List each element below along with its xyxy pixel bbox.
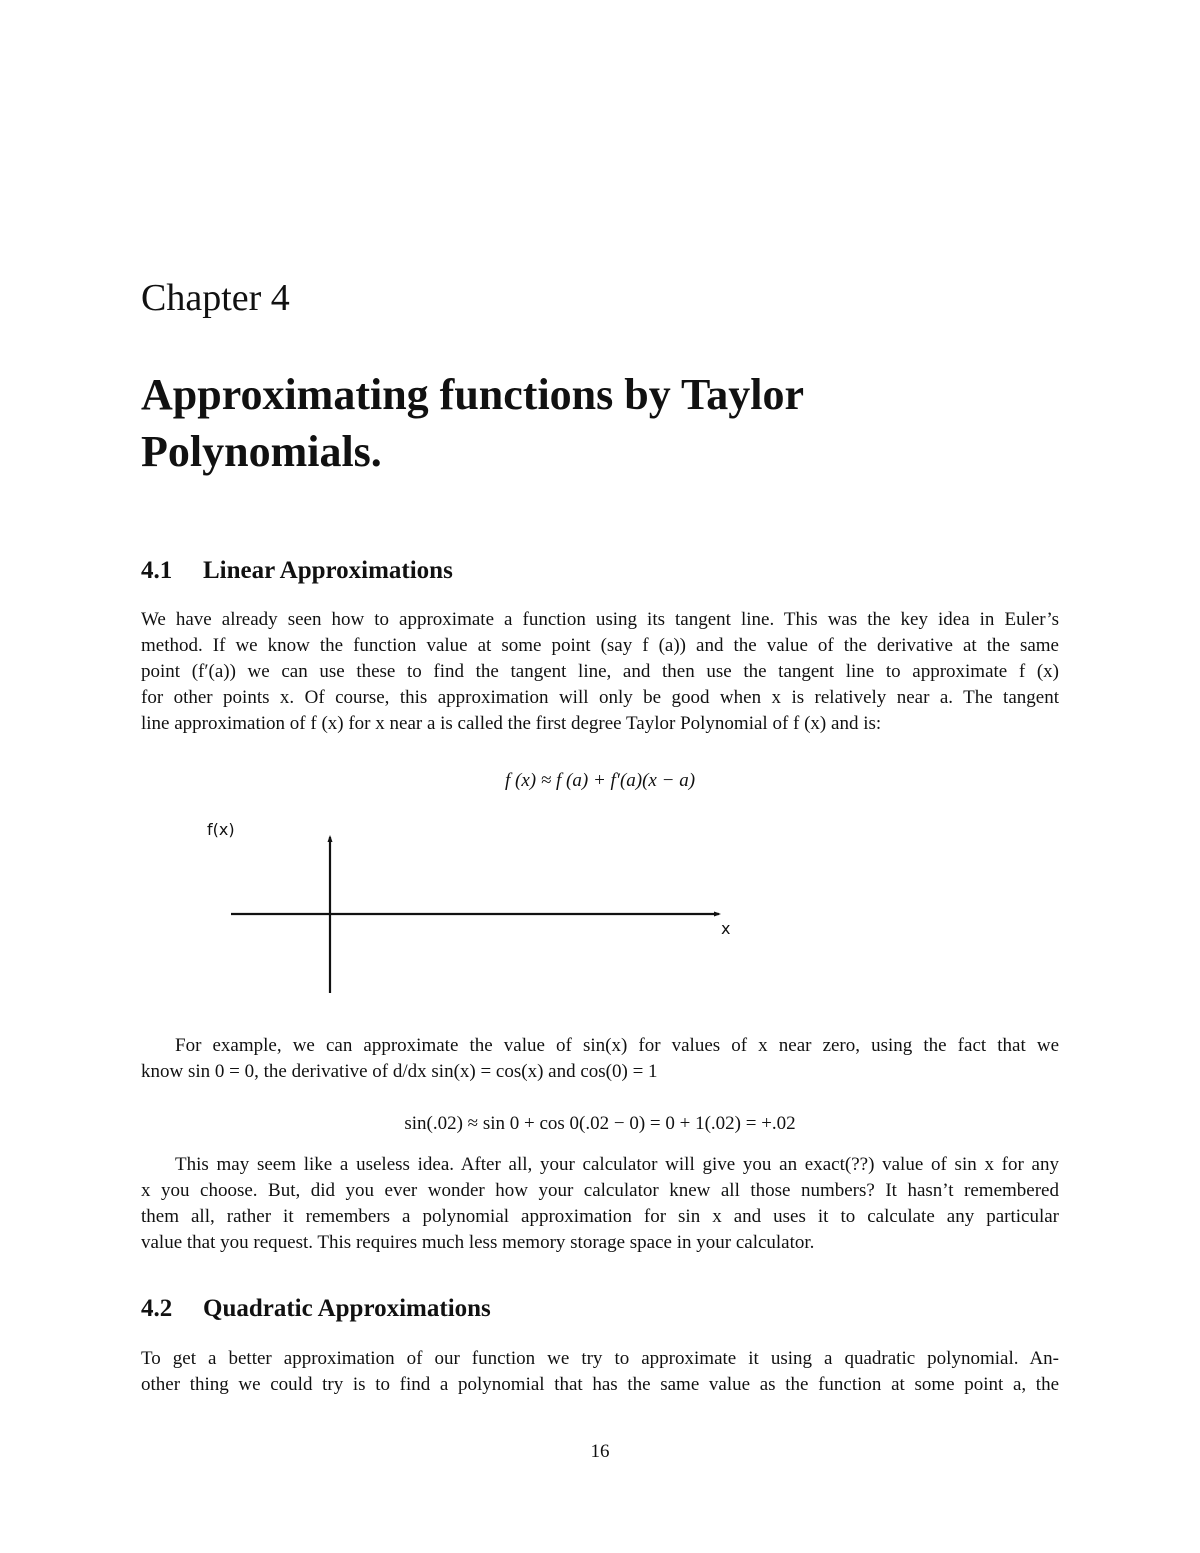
text-line: This may seem like a useless idea. After all, your calculator will give you an exact(??) value of sin x for any bbox=[175, 1154, 1059, 1175]
page-number: 16 bbox=[590, 1441, 610, 1462]
paragraph-sine-example bbox=[141, 1033, 1059, 1085]
axes-figure bbox=[195, 815, 755, 1005]
text-line: value that you request. This requires much less memory storage space in your calculator. bbox=[141, 1232, 815, 1253]
section-heading-4-1 bbox=[141, 556, 453, 586]
text-line: other thing we could try is to find a polynomial that has the same value as the function at some point a, the bbox=[141, 1374, 1059, 1395]
section-heading-4-2 bbox=[141, 1294, 491, 1324]
section-number: 4.1 bbox=[141, 557, 173, 584]
text-line: We have already seen how to approximate a function using its tangent line. This was the key idea in Euler’s bbox=[141, 609, 1059, 630]
text-line: For example, we can approximate the value of sin(x) for values of x near zero, using the fact that we bbox=[175, 1035, 1059, 1056]
x-axis-label: x bbox=[721, 919, 731, 938]
paragraph-linear-intro bbox=[141, 607, 1059, 737]
y-axis-arrowhead bbox=[328, 835, 333, 842]
text-line: point (f′(a)) we can use these to find the tangent line, and then use the tangent line to approximate f (x) bbox=[141, 661, 1059, 682]
x-axis-arrowhead bbox=[714, 912, 721, 917]
text-line: know sin 0 = 0, the derivative of d/dx sin(x) = cos(x) and cos(0) = 1 bbox=[141, 1061, 658, 1082]
y-axis-label: f(x) bbox=[207, 820, 235, 839]
equation-sine-approx: sin(.02) ≈ sin 0 + cos 0(.02 − 0) = 0 + 1(.02) = +.02 bbox=[404, 1113, 796, 1134]
paragraph-calculator bbox=[141, 1152, 1059, 1256]
text-line: To get a better approximation of our function we try to approximate it using a quadratic polynomial. An- bbox=[141, 1348, 1059, 1369]
text-line: x you choose. But, did you ever wonder how your calculator knew all those numbers? It hasn’t remembered bbox=[141, 1180, 1059, 1201]
chapter-title: Approximating functions by Taylor Polynomials. bbox=[141, 370, 804, 476]
section-number: 4.2 bbox=[141, 1295, 173, 1322]
text-line: line approximation of f (x) for x near a is called the first degree Taylor Polynomial of f (x) and is: bbox=[141, 713, 882, 734]
equation-tangent-line: f (x) ≈ f (a) + f′(a)(x − a) bbox=[504, 770, 696, 791]
paragraph-quadratic-intro bbox=[141, 1346, 1059, 1398]
section-title: Quadratic Approximations bbox=[203, 1295, 491, 1322]
axes-diagram bbox=[195, 815, 755, 1005]
chapter-label: Chapter 4 bbox=[141, 277, 290, 319]
text-line: them all, rather it remembers a polynomial approximation for sin x and uses it to calculate any particular bbox=[141, 1206, 1059, 1227]
section-title: Linear Approximations bbox=[203, 557, 453, 584]
text-line: for other points x. Of course, this approximation will only be good when x is relatively near a. The tangent bbox=[141, 687, 1059, 708]
text-line: method. If we know the function value at some point (say f (a)) and the value of the derivative at the same bbox=[141, 635, 1059, 656]
